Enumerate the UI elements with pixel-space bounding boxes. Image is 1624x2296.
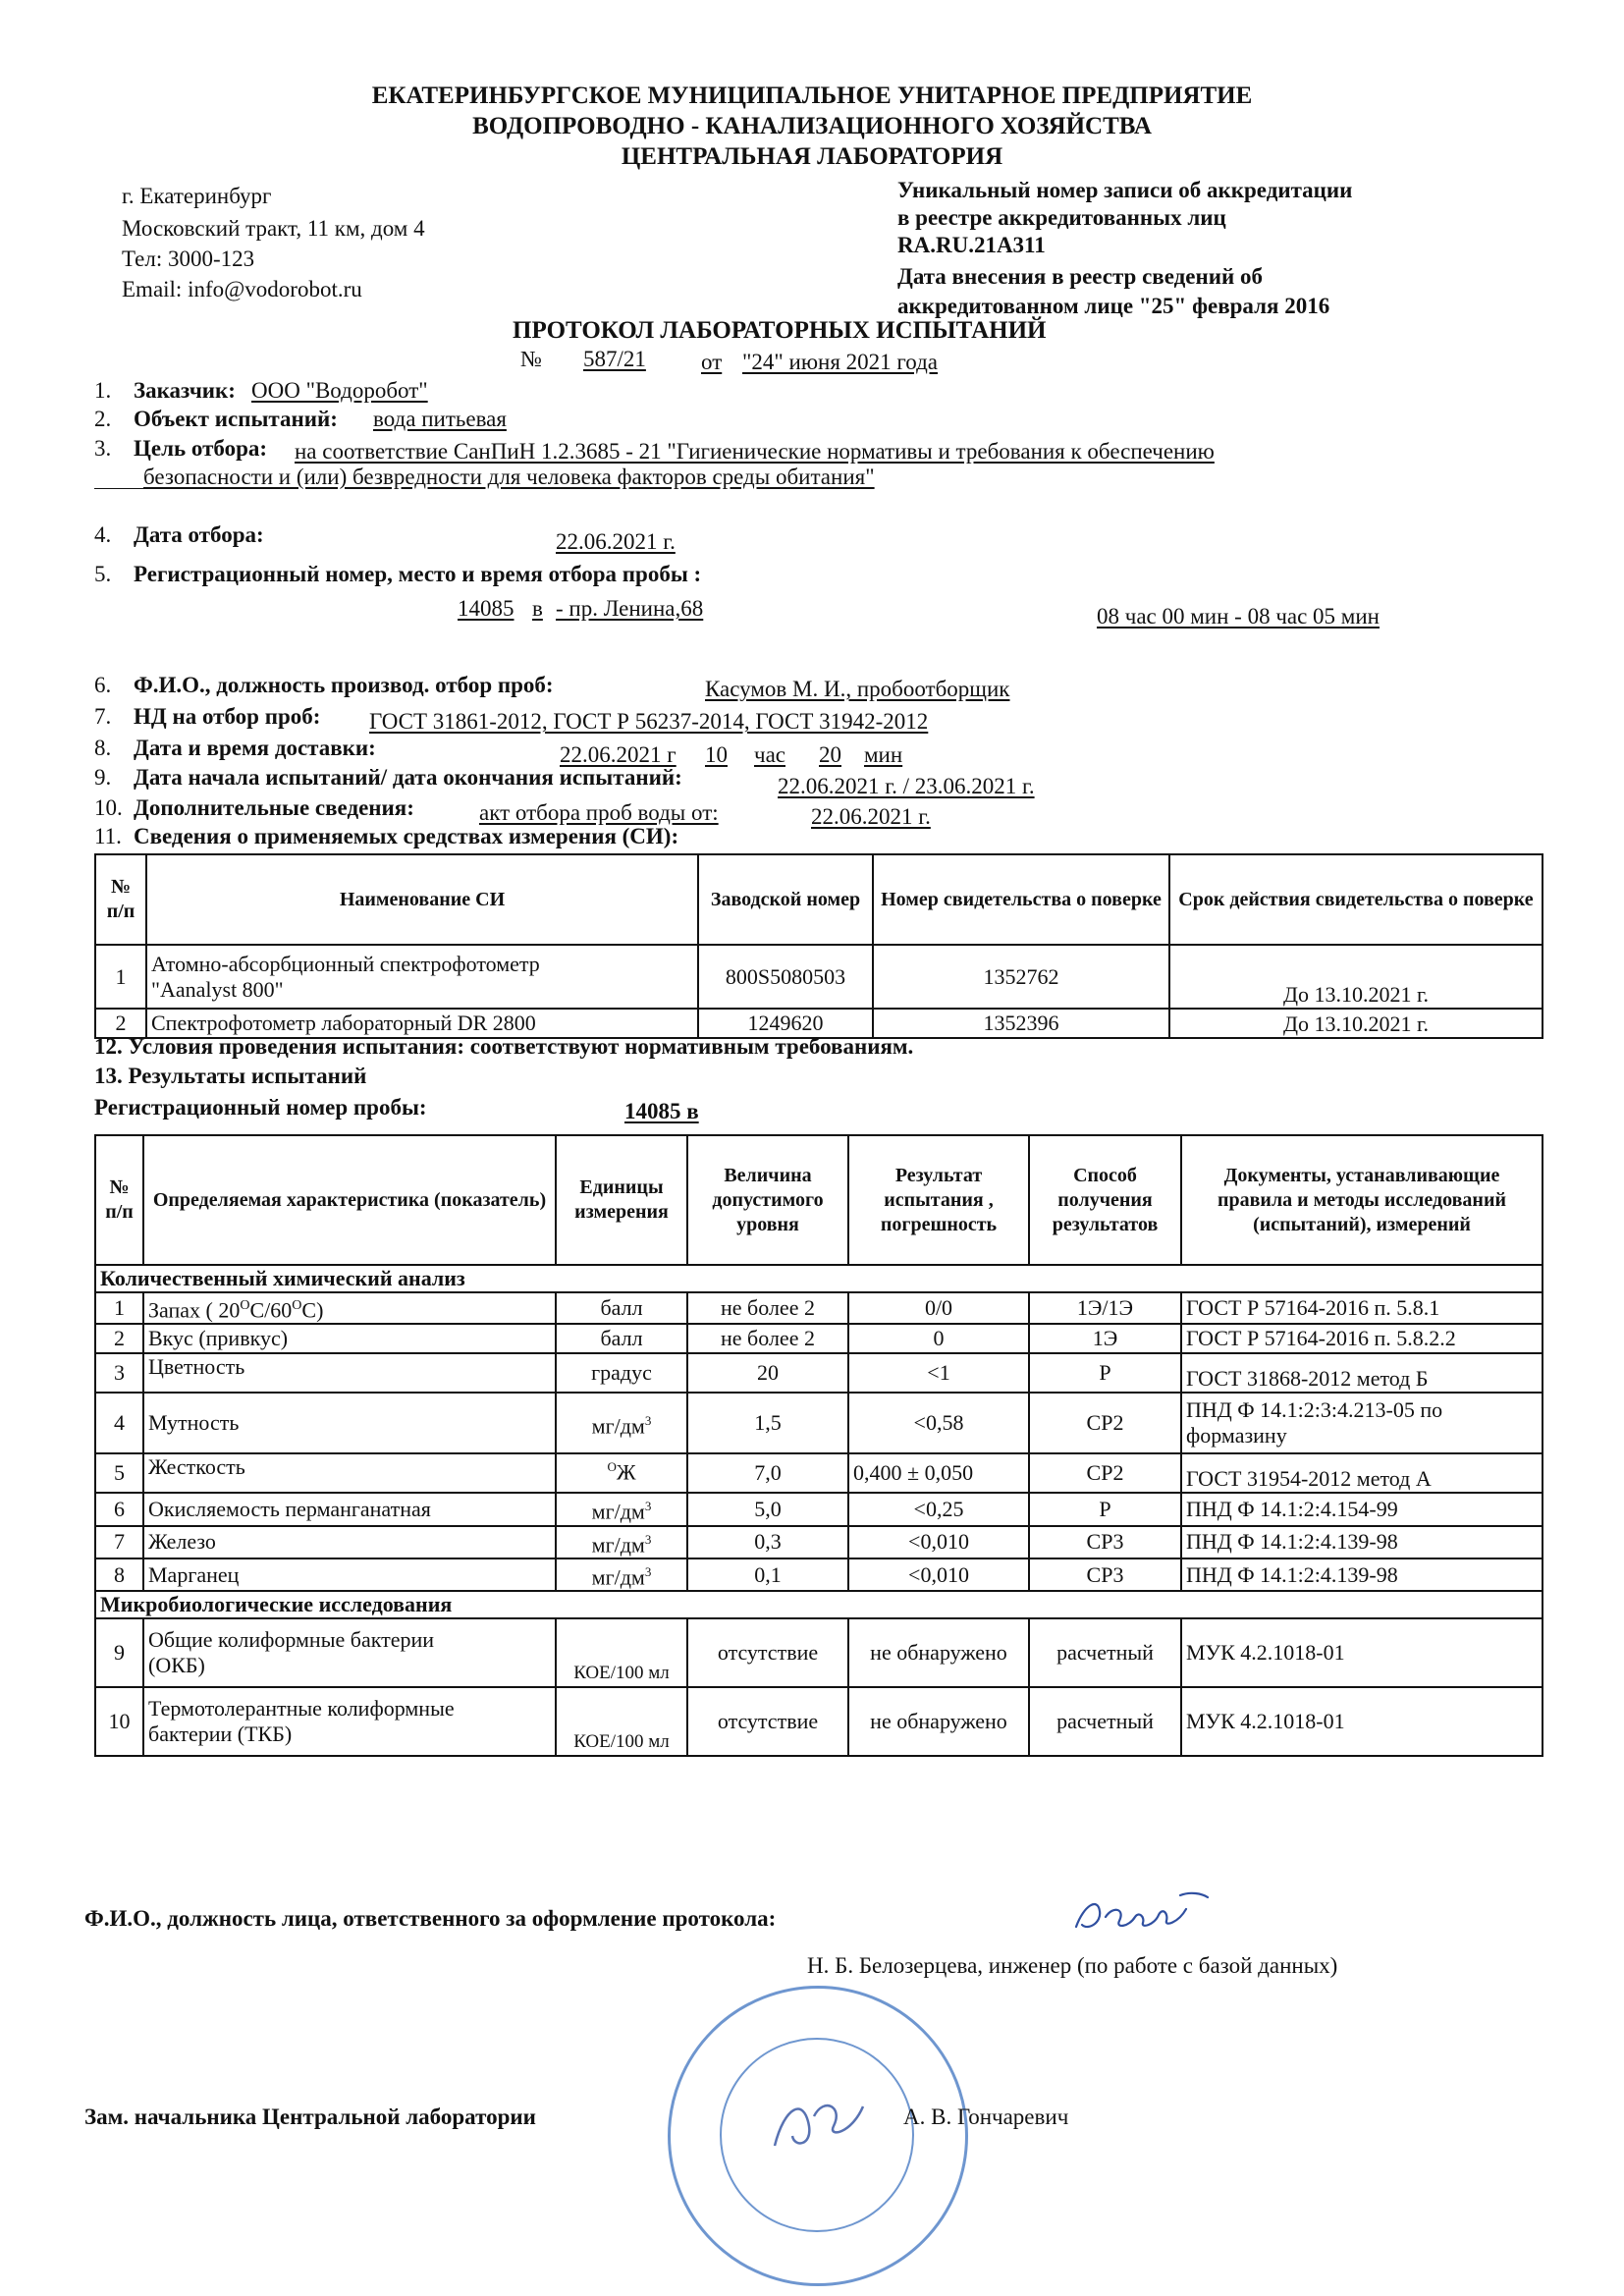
field-num-1: 1. <box>94 378 112 403</box>
res-row-result: <0,58 <box>848 1393 1029 1453</box>
protocol-no-label: № <box>520 347 542 371</box>
res-row-num: 2 <box>95 1324 143 1353</box>
res-row-num: 4 <box>95 1393 143 1453</box>
lab-name: ЦЕНТРАЛЬНАЯ ЛАБОРАТОРИЯ <box>621 143 1003 170</box>
section-row <box>95 1591 1543 1618</box>
results-heading: 13. Результаты испытаний <box>94 1064 367 1088</box>
field-num-5: 5. <box>94 562 112 586</box>
additional-value: акт отбора проб воды от: <box>479 800 719 825</box>
res-row-name: Жесткость <box>143 1453 556 1493</box>
delivery-hour-label: час <box>754 742 785 767</box>
field-num-6: 6. <box>94 673 112 697</box>
res-row-doc: ПНД Ф 14.1:2:4.139-98 <box>1181 1526 1543 1558</box>
table-row <box>95 1453 1543 1493</box>
nd-value: ГОСТ 31861-2012, ГОСТ Р 56237-2014, ГОСТ 31942-2012 <box>369 709 929 734</box>
results-table <box>94 1134 1543 1757</box>
res-col-unit: Единицы измерения <box>556 1135 687 1265</box>
purpose-label: Цель отбора: <box>134 436 268 461</box>
sample-reg-label: Регистрационный номер пробы: <box>94 1095 427 1120</box>
res-row-unit-sup: О <box>607 1459 617 1475</box>
res-row-limit: не более 2 <box>687 1324 848 1353</box>
res-row-doc: ПНД Ф 14.1:2:4.154-99 <box>1181 1493 1543 1525</box>
nd-label: НД на отбор проб: <box>134 704 321 729</box>
purpose-value-line1: на соответствие СанПиН 1.2.3685 - 21 "Гигиенические нормативы и требования к обеспечению <box>295 439 1215 464</box>
si-row-num: 2 <box>95 1009 146 1038</box>
res-row-unit <box>556 1526 687 1558</box>
responsible-label: Ф.И.О., должность лица, ответственного за оформление протокола: <box>84 1906 777 1931</box>
res-row-method: расчетный <box>1029 1618 1181 1687</box>
sample-reg-value: 14085 в <box>624 1099 699 1123</box>
registration-suffix: в <box>532 596 543 621</box>
res-row-name: Марганец <box>143 1558 556 1591</box>
si-row-cert: 1352762 <box>873 945 1169 1009</box>
signature-icon <box>1070 1887 1218 1946</box>
res-row-name <box>143 1618 556 1687</box>
res-row-name-line1: Термотолерантные колиформные <box>148 1696 455 1722</box>
res-row-unit-sup: 3 <box>644 1412 652 1428</box>
purpose-value-line2: безопасности и (или) безвредности для человека факторов среды обитания" <box>143 465 875 489</box>
res-row-method: 1Э/1Э <box>1029 1292 1181 1324</box>
sampling-time: 08 час 00 мин - 08 час 05 мин <box>1097 604 1380 629</box>
accreditation-line2: в реестре аккредитованных лиц <box>897 205 1226 230</box>
additional-date: 22.06.2021 г. <box>811 804 931 829</box>
protocol-title: ПРОТОКОЛ ЛАБОРАТОРНЫХ ИСПЫТАНИЙ <box>513 317 1047 344</box>
si-col-cert: Номер свидетельства о поверке <box>873 854 1169 945</box>
res-row-unit-sup: 3 <box>644 1531 652 1547</box>
res-row-result: <0,010 <box>848 1558 1029 1591</box>
table-row <box>95 1687 1543 1756</box>
delivery-hour: 10 <box>705 742 728 767</box>
res-row-num: 10 <box>95 1687 143 1756</box>
res-row-limit: 0,3 <box>687 1526 848 1558</box>
si-row-valid: До 13.10.2021 г. <box>1169 1009 1543 1038</box>
table-row <box>95 1493 1543 1525</box>
res-row-num: 8 <box>95 1558 143 1591</box>
delivery-minute-label: мин <box>864 742 903 767</box>
field-num-7: 7. <box>94 704 112 729</box>
res-row-num: 9 <box>95 1618 143 1687</box>
res-row-name-part1: Запах ( 20 <box>148 1297 241 1323</box>
sampler-label: Ф.И.О., должность производ. отбор проб: <box>134 673 554 697</box>
res-row-doc: ГОСТ 31954-2012 метод А <box>1181 1453 1543 1493</box>
res-row-num: 3 <box>95 1353 143 1393</box>
table-row <box>95 1292 1543 1324</box>
si-row-name: Спектрофотометр лабораторный DR 2800 <box>146 1009 698 1038</box>
res-row-name-line2: (ОКБ) <box>148 1653 205 1678</box>
res-row-name-line1: Общие колиформные бактерии <box>148 1627 435 1653</box>
res-row-unit: КОЕ/100 мл <box>556 1687 687 1756</box>
res-row-result: 0 <box>848 1324 1029 1353</box>
table-row <box>95 1353 1543 1393</box>
res-row-method: СР2 <box>1029 1453 1181 1493</box>
accreditation-line5: аккредитованном лице "25" февраля 2016 <box>897 294 1330 318</box>
test-dates-value: 22.06.2021 г. / 23.06.2021 г. <box>778 774 1035 798</box>
res-row-method: Р <box>1029 1353 1181 1393</box>
protocol-date: "24" июня 2021 года <box>742 350 939 374</box>
res-col-limit: Величина допустимого уровня <box>687 1135 848 1265</box>
res-row-name <box>143 1687 556 1756</box>
res-row-doc: ПНД Ф 14.1:2:3:4.213-05 по формазину <box>1181 1393 1543 1453</box>
res-row-unit-text: мг/дм <box>591 1531 645 1557</box>
res-row-unit-sup: 3 <box>644 1499 652 1514</box>
protocol-from-label: от <box>701 350 723 374</box>
res-row-name: Окисляемость перманганатная <box>143 1493 556 1525</box>
res-row-limit: 20 <box>687 1353 848 1393</box>
si-label: Сведения о применяемых средствах измерения (СИ): <box>134 824 679 848</box>
sampling-date-value: 22.06.2021 г. <box>556 529 676 554</box>
accreditation-line1: Уникальный номер записи об аккредитации <box>897 178 1353 202</box>
res-row-name: Железо <box>143 1526 556 1558</box>
res-row-unit <box>556 1393 687 1453</box>
res-row-result: 0,400 ± 0,050 <box>848 1453 1029 1493</box>
sampler-value: Касумов М. И., пробоотборщик <box>705 677 1010 701</box>
si-row-valid: До 13.10.2021 г. <box>1169 945 1543 1009</box>
res-row-unit: балл <box>556 1292 687 1324</box>
res-row-result: не обнаружено <box>848 1618 1029 1687</box>
res-row-name: Вкус (привкус) <box>143 1324 556 1353</box>
res-row-unit: КОЕ/100 мл <box>556 1618 687 1687</box>
delivery-label: Дата и время доставки: <box>134 736 376 760</box>
res-row-name: Мутность <box>143 1393 556 1453</box>
org-name-line2: ВОДОПРОВОДНО - КАНАЛИЗАЦИОННОГО ХОЗЯЙСТВА <box>472 113 1152 139</box>
res-row-unit-text: мг/дм <box>591 1564 645 1590</box>
delivery-minute: 20 <box>819 742 841 767</box>
res-row-doc: ПНД Ф 14.1:2:4.139-98 <box>1181 1558 1543 1591</box>
object-label: Объект испытаний: <box>134 407 338 431</box>
registration-label: Регистрационный номер, место и время отбора пробы : <box>134 562 702 586</box>
si-row-serial: 800S5080503 <box>698 945 873 1009</box>
res-row-doc: ГОСТ Р 57164-2016 п. 5.8.1 <box>1181 1292 1543 1324</box>
res-row-method: СР3 <box>1029 1558 1181 1591</box>
sampling-place: - пр. Ленина,68 <box>556 596 704 621</box>
si-col-num: № п/п <box>95 854 146 945</box>
si-table <box>94 853 1543 1039</box>
res-row-result: <1 <box>848 1353 1029 1393</box>
address-phone: Тел: 3000-123 <box>122 246 255 271</box>
res-row-result: <0,010 <box>848 1526 1029 1558</box>
res-row-unit-text: мг/дм <box>591 1499 645 1524</box>
stamp-signature-icon <box>765 2087 873 2165</box>
res-row-doc: ГОСТ 31868-2012 метод Б <box>1181 1353 1543 1393</box>
res-row-method: Р <box>1029 1493 1181 1525</box>
res-row-name-sup2: О <box>292 1298 302 1313</box>
res-row-limit: отсутствие <box>687 1687 848 1756</box>
address-street: Московский тракт, 11 км, дом 4 <box>122 216 425 241</box>
field-num-10: 10. <box>94 795 123 820</box>
res-row-num: 7 <box>95 1526 143 1558</box>
field-num-4: 4. <box>94 522 112 547</box>
deputy-label: Зам. начальника Центральной лаборатории <box>84 2105 536 2129</box>
delivery-date: 22.06.2021 г <box>560 742 677 767</box>
accreditation-number: RA.RU.21А311 <box>897 233 1046 257</box>
si-table-header <box>95 854 1543 945</box>
seal-stamp-icon <box>668 1986 968 2286</box>
res-row-limit: 5,0 <box>687 1493 848 1525</box>
org-name-line1: ЕКАТЕРИНБУРГСКОЕ МУНИЦИПАЛЬНОЕ УНИТАРНОЕ ПРЕДПРИЯТИЕ <box>371 82 1253 109</box>
res-row-limit: не более 2 <box>687 1292 848 1324</box>
conditions-text: 12. Условия проведения испытания: соответствуют нормативным требованиям. <box>94 1034 914 1059</box>
res-col-method: Способ получения результатов <box>1029 1135 1181 1265</box>
res-row-result: 0/0 <box>848 1292 1029 1324</box>
res-row-method: расчетный <box>1029 1687 1181 1756</box>
res-row-unit-sup: 3 <box>644 1563 652 1579</box>
res-row-limit: 0,1 <box>687 1558 848 1591</box>
res-row-method: СР2 <box>1029 1393 1181 1453</box>
responsible-name: Н. Б. Белозерцева, инженер (по работе с базой данных) <box>807 1953 1338 1978</box>
si-row-serial: 1249620 <box>698 1009 873 1038</box>
sampling-date-label: Дата отбора: <box>134 522 264 547</box>
table-row <box>95 1393 1543 1453</box>
res-col-num: № п/п <box>95 1135 143 1265</box>
si-col-name: Наименование СИ <box>146 854 698 945</box>
res-row-name-part2: С/60 <box>249 1297 293 1323</box>
field-num-8: 8. <box>94 736 112 760</box>
si-row-name <box>146 945 698 1009</box>
table-row <box>95 1558 1543 1591</box>
si-col-serial: Заводской номер <box>698 854 873 945</box>
res-row-limit: отсутствие <box>687 1618 848 1687</box>
res-row-limit: 7,0 <box>687 1453 848 1493</box>
accreditation-line4: Дата внесения в реестр сведений об <box>897 264 1263 289</box>
customer-value: ООО "Водоробот" <box>251 378 428 403</box>
res-row-unit: балл <box>556 1324 687 1353</box>
si-row-num: 1 <box>95 945 146 1009</box>
field-num-2: 2. <box>94 407 112 431</box>
si-row-name-line1: Атомно-абсорбционный спектрофотометр <box>151 951 540 976</box>
res-row-doc: МУК 4.2.1018-01 <box>1181 1618 1543 1687</box>
res-row-unit: градус <box>556 1353 687 1393</box>
res-row-unit <box>556 1493 687 1525</box>
customer-label: Заказчик: <box>134 378 236 403</box>
res-col-result: Результат испытания , погрешность <box>848 1135 1029 1265</box>
res-row-result: <0,25 <box>848 1493 1029 1525</box>
res-row-num: 1 <box>95 1292 143 1324</box>
field-num-11: 11. <box>94 824 122 848</box>
purpose-underline-lead <box>94 488 143 489</box>
res-row-num: 5 <box>95 1453 143 1493</box>
protocol-number: 587/21 <box>583 347 646 371</box>
table-row <box>95 945 1543 1009</box>
res-row-unit <box>556 1453 687 1493</box>
res-row-result: не обнаружено <box>848 1687 1029 1756</box>
section-chemical: Количественный химический анализ <box>95 1265 1543 1292</box>
res-row-doc: ГОСТ Р 57164-2016 п. 5.8.2.2 <box>1181 1324 1543 1353</box>
res-col-name: Определяемая характеристика (показатель) <box>143 1135 556 1265</box>
si-row-name-line2: "Aanalyst 800" <box>151 976 284 1002</box>
deputy-name: А. В. Гончаревич <box>903 2105 1069 2129</box>
address-email: Email: info@vodorobot.ru <box>122 277 362 301</box>
additional-label: Дополнительные сведения: <box>134 795 414 820</box>
res-row-name-line2: бактерии (ТКБ) <box>148 1722 293 1747</box>
test-dates-label: Дата начала испытаний/ дата окончания испытаний: <box>134 765 682 790</box>
table-row <box>95 1526 1543 1558</box>
si-col-valid: Срок действия свидетельства о поверке <box>1169 854 1543 945</box>
res-row-num: 6 <box>95 1493 143 1525</box>
section-microbiology: Микробиологические исследования <box>95 1591 1543 1618</box>
results-table-header <box>95 1135 1543 1265</box>
address-city: г. Екатеринбург <box>122 184 272 208</box>
res-row-unit-text: мг/дм <box>591 1412 645 1438</box>
res-row-method: СР3 <box>1029 1526 1181 1558</box>
field-num-3: 3. <box>94 436 112 461</box>
field-num-9: 9. <box>94 765 112 790</box>
si-row-cert: 1352396 <box>873 1009 1169 1038</box>
res-row-limit: 1,5 <box>687 1393 848 1453</box>
table-row <box>95 1324 1543 1353</box>
res-row-unit-text: Ж <box>616 1459 636 1485</box>
res-row-doc: МУК 4.2.1018-01 <box>1181 1687 1543 1756</box>
res-row-name-sup1: О <box>240 1298 250 1313</box>
table-row <box>95 1618 1543 1687</box>
res-row-name <box>143 1292 556 1324</box>
registration-number: 14085 <box>458 596 514 621</box>
res-col-doc: Документы, устанавливающие правила и методы исследований (испытаний), измерений <box>1181 1135 1543 1265</box>
res-row-method: 1Э <box>1029 1324 1181 1353</box>
object-value: вода питьевая <box>373 407 507 431</box>
res-row-unit <box>556 1558 687 1591</box>
section-row <box>95 1265 1543 1292</box>
res-row-name: Цветность <box>143 1353 556 1393</box>
res-row-name-part3: С) <box>301 1297 324 1323</box>
